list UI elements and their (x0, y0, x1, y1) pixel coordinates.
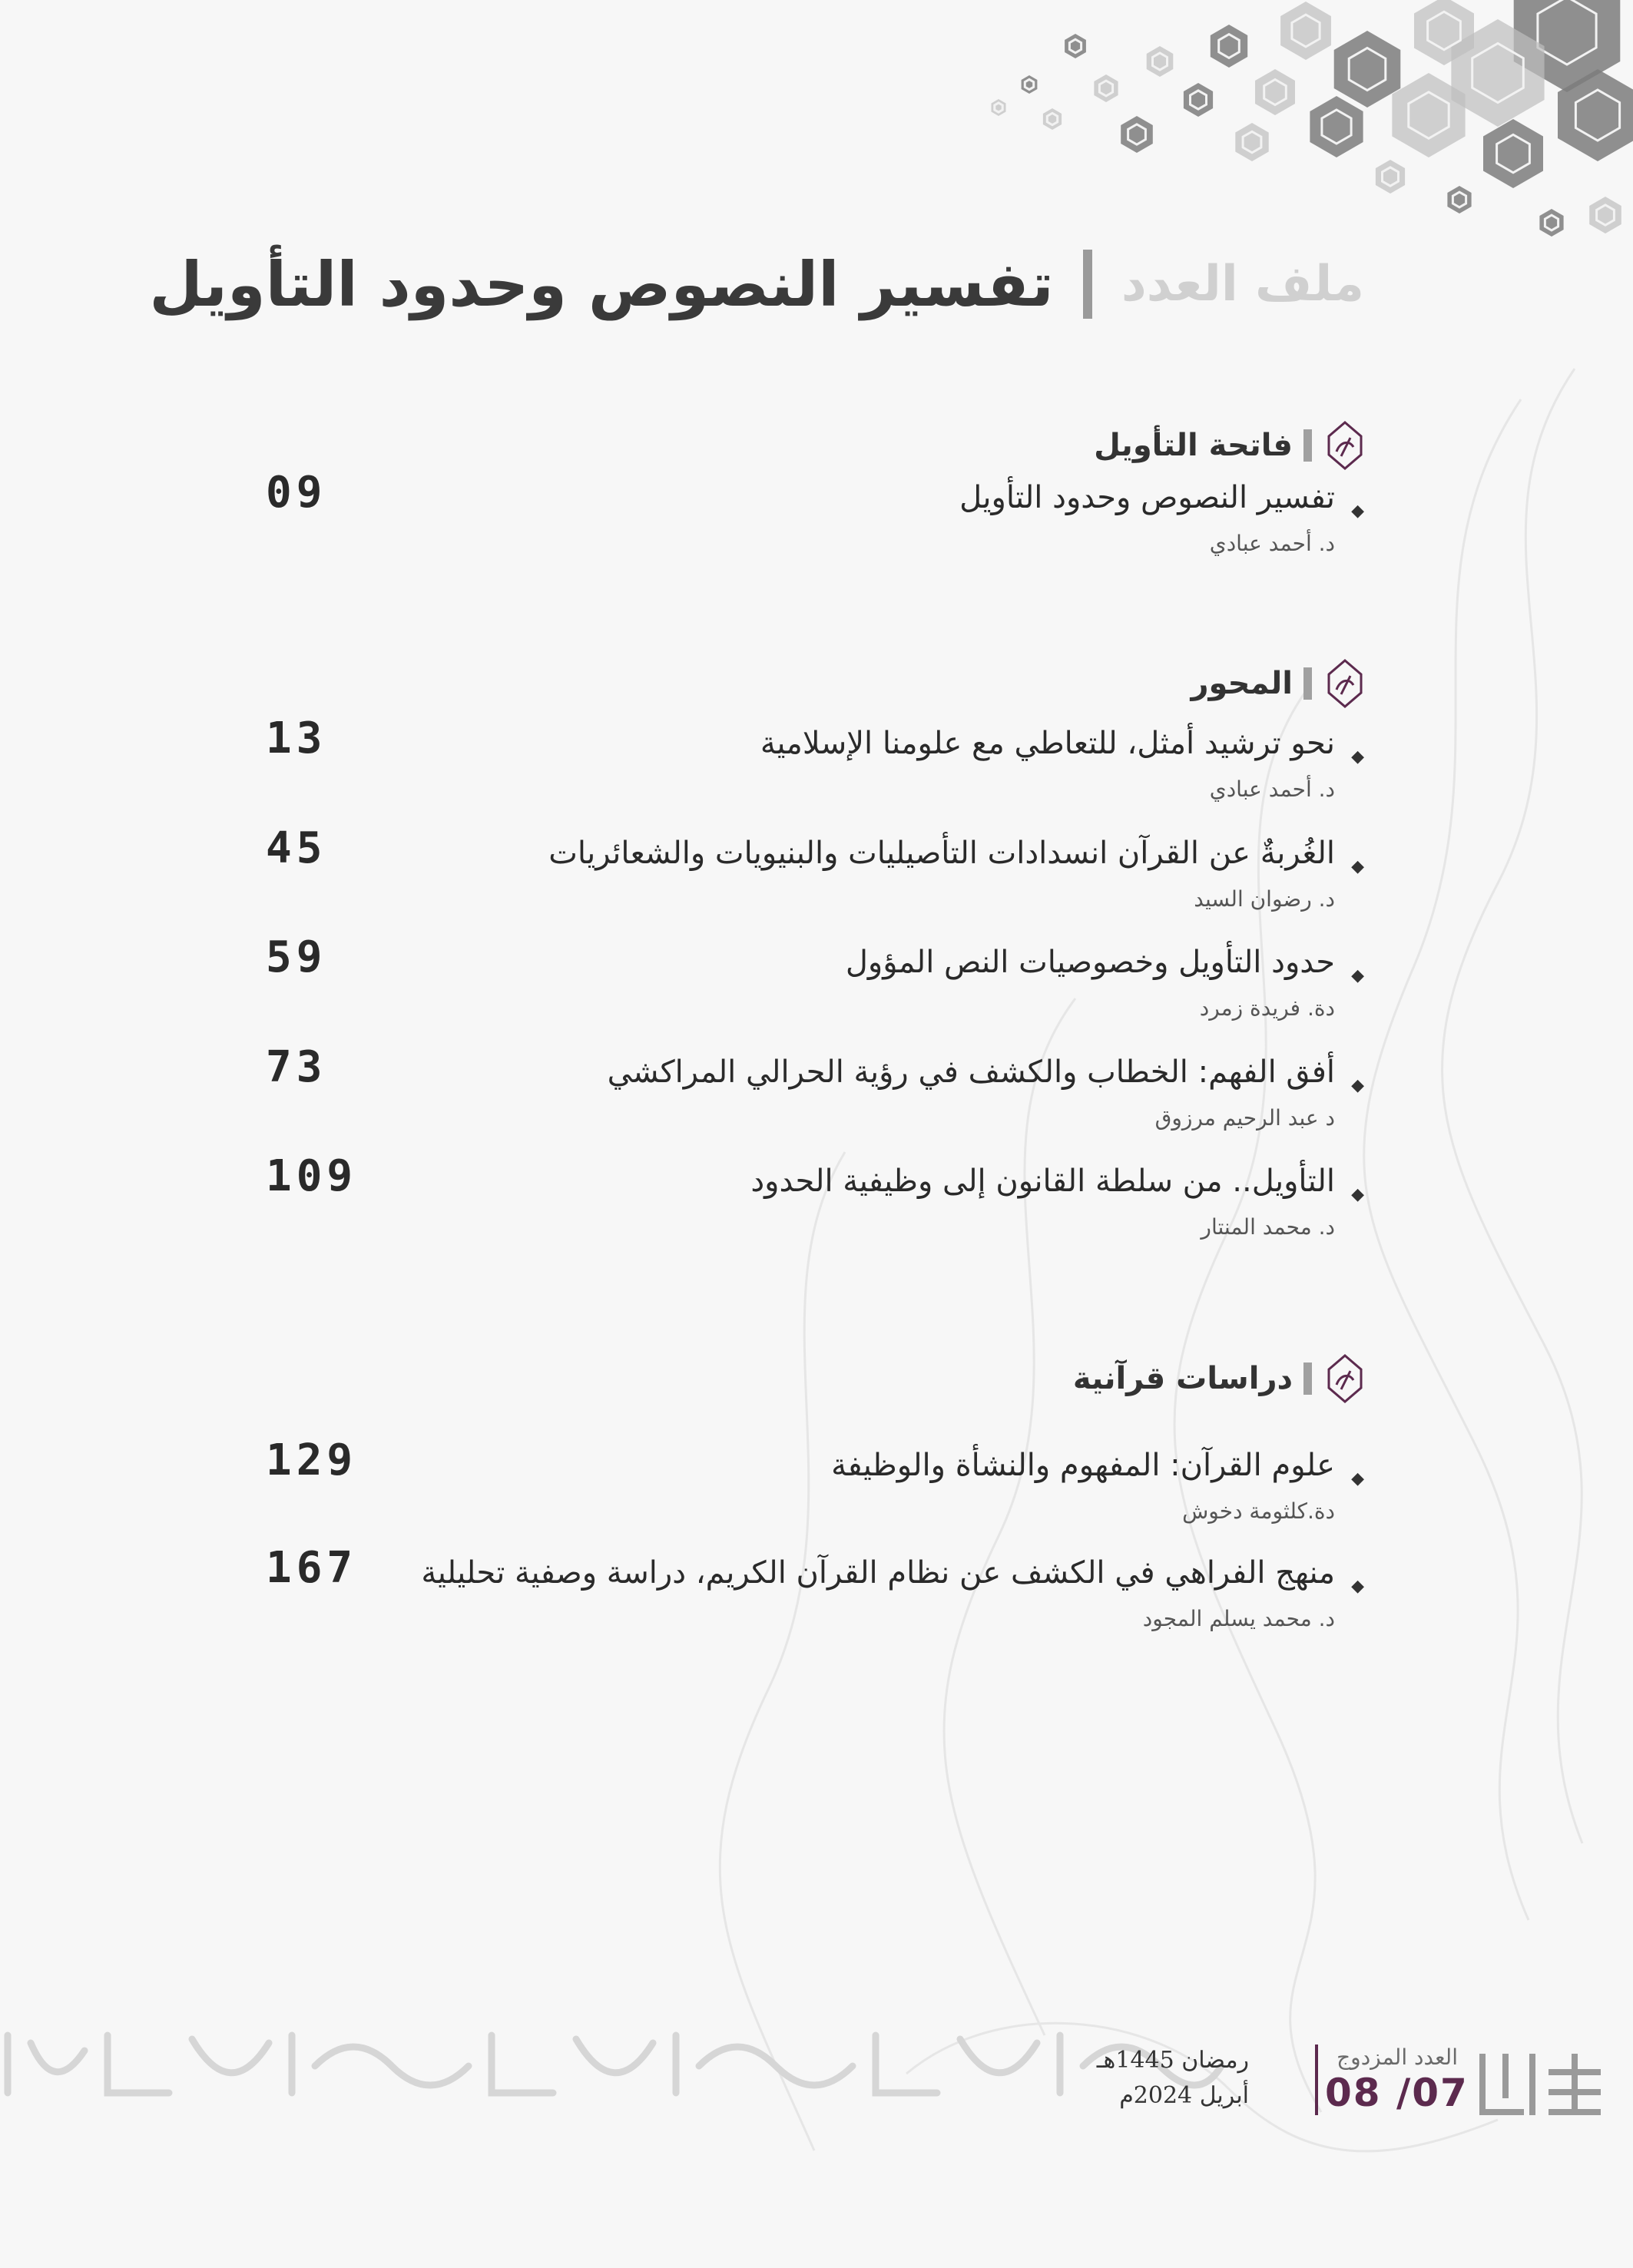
issue-label: العدد المزدوج (1337, 2045, 1458, 2070)
section-bar (1303, 667, 1312, 700)
article-author: د. رضوان السيد (1194, 886, 1335, 912)
page-footer (0, 2005, 1633, 2120)
hexagon-shape (1184, 83, 1213, 117)
hexagon-shape (1334, 31, 1401, 108)
footer-separator (1315, 2045, 1318, 2115)
hexagon-shape (1483, 119, 1543, 188)
bullet-icon: ◆ (1351, 1185, 1364, 1204)
bullet-icon: ◆ (1351, 747, 1364, 766)
issue-file-label: ملف العدد (1121, 256, 1364, 313)
page-number: 167 (266, 1543, 358, 1593)
section-header (1094, 415, 1364, 476)
section-title: المحور (1191, 666, 1293, 701)
hexagon-shape (1376, 160, 1405, 194)
hexagon-shape (1211, 25, 1247, 68)
hexagon-shape (1065, 34, 1086, 58)
article-title: التأويل.. من سلطة القانون إلى وظيفية الحدود (750, 1164, 1335, 1199)
section-logo-icon (1326, 421, 1364, 470)
article-title: حدود التأويل وخصوصيات النص المؤول (845, 945, 1335, 980)
section-title: دراسات قرآنية (1072, 1361, 1293, 1396)
hexagon-shape (1539, 209, 1563, 237)
section-header (1191, 653, 1364, 714)
date-hijri: رمضان 1445هـ (1096, 2047, 1249, 2074)
hexagon-shape (1147, 46, 1174, 77)
issue-theme-title: تفسير النصوص وحدود التأويل (149, 248, 1054, 320)
article-author: د. أحمد عبادي (1209, 531, 1335, 556)
page-number: 109 (266, 1151, 358, 1201)
hexagon-shape (1589, 197, 1621, 233)
section-title: فاتحة التأويل (1094, 428, 1293, 463)
calligraphy-band-decoration (0, 2020, 1229, 2104)
page-number: 45 (266, 823, 327, 873)
magazine-logo (1475, 2049, 1605, 2120)
article-author: دة. فريدة زمرد (1199, 995, 1335, 1021)
page-number: 73 (266, 1042, 327, 1092)
section-bar (1303, 429, 1312, 462)
bullet-icon: ◆ (1351, 1577, 1364, 1596)
hexagon-shape (1022, 75, 1038, 94)
article-title: الغُربةٌ عن القرآن انسدادات التأصيليات والبنيويات والشعائريات (548, 836, 1335, 871)
hexagon-shape (1280, 2, 1331, 60)
section-logo-icon (1326, 659, 1364, 708)
date-gregorian: أبريل 2024م (1119, 2082, 1249, 2109)
bullet-icon: ◆ (1351, 502, 1364, 521)
hexagon-shape (1094, 74, 1118, 102)
hexagon-shape (1255, 69, 1295, 115)
article-title: نحو ترشيد أمثل، للتعاطي مع علومنا الإسلامية (760, 726, 1335, 761)
hexagon-shape (1447, 186, 1471, 214)
hexagon-shape (1310, 96, 1363, 157)
bullet-icon: ◆ (1351, 1469, 1364, 1488)
issue-number: 08 /07 (1325, 2071, 1469, 2115)
bullet-icon: ◆ (1351, 1076, 1364, 1095)
hexagon-shape (1121, 116, 1153, 153)
article-author: د عبد الرحيم مرزوق (1154, 1105, 1335, 1131)
article-title: منهج الفراهي في الكشف عن نظام القرآن الكريم، دراسة وصفية تحليلية (421, 1555, 1335, 1591)
bullet-icon: ◆ (1351, 966, 1364, 985)
header-separator (1083, 250, 1092, 319)
page-number: 09 (266, 468, 327, 518)
article-author: د. محمد يسلم المجود (1142, 1606, 1335, 1631)
hexagon-shape (1235, 123, 1268, 161)
issue-header (149, 230, 1364, 338)
section-logo-icon (1326, 1354, 1364, 1403)
article-title: أفق الفهم: الخطاب والكشف في رؤية الحرالي المراكشي (607, 1055, 1335, 1090)
article-title: تفسير النصوص وحدود التأويل (959, 480, 1335, 515)
page-number: 59 (266, 932, 327, 982)
page-number: 13 (266, 714, 327, 763)
article-title: علوم القرآن: المفهوم والنشأة والوظيفة (831, 1448, 1335, 1483)
section-header (1073, 1348, 1364, 1409)
page-number: 129 (266, 1435, 358, 1485)
bullet-icon: ◆ (1351, 857, 1364, 876)
issue-date (1097, 2043, 1249, 2114)
article-author: د. أحمد عبادي (1209, 776, 1335, 802)
hexagon-shape (1043, 108, 1062, 130)
article-author: د. محمد المنتار (1201, 1214, 1335, 1240)
article-author: دة.كلثومة دخوش (1182, 1498, 1335, 1524)
section-bar (1303, 1362, 1312, 1395)
